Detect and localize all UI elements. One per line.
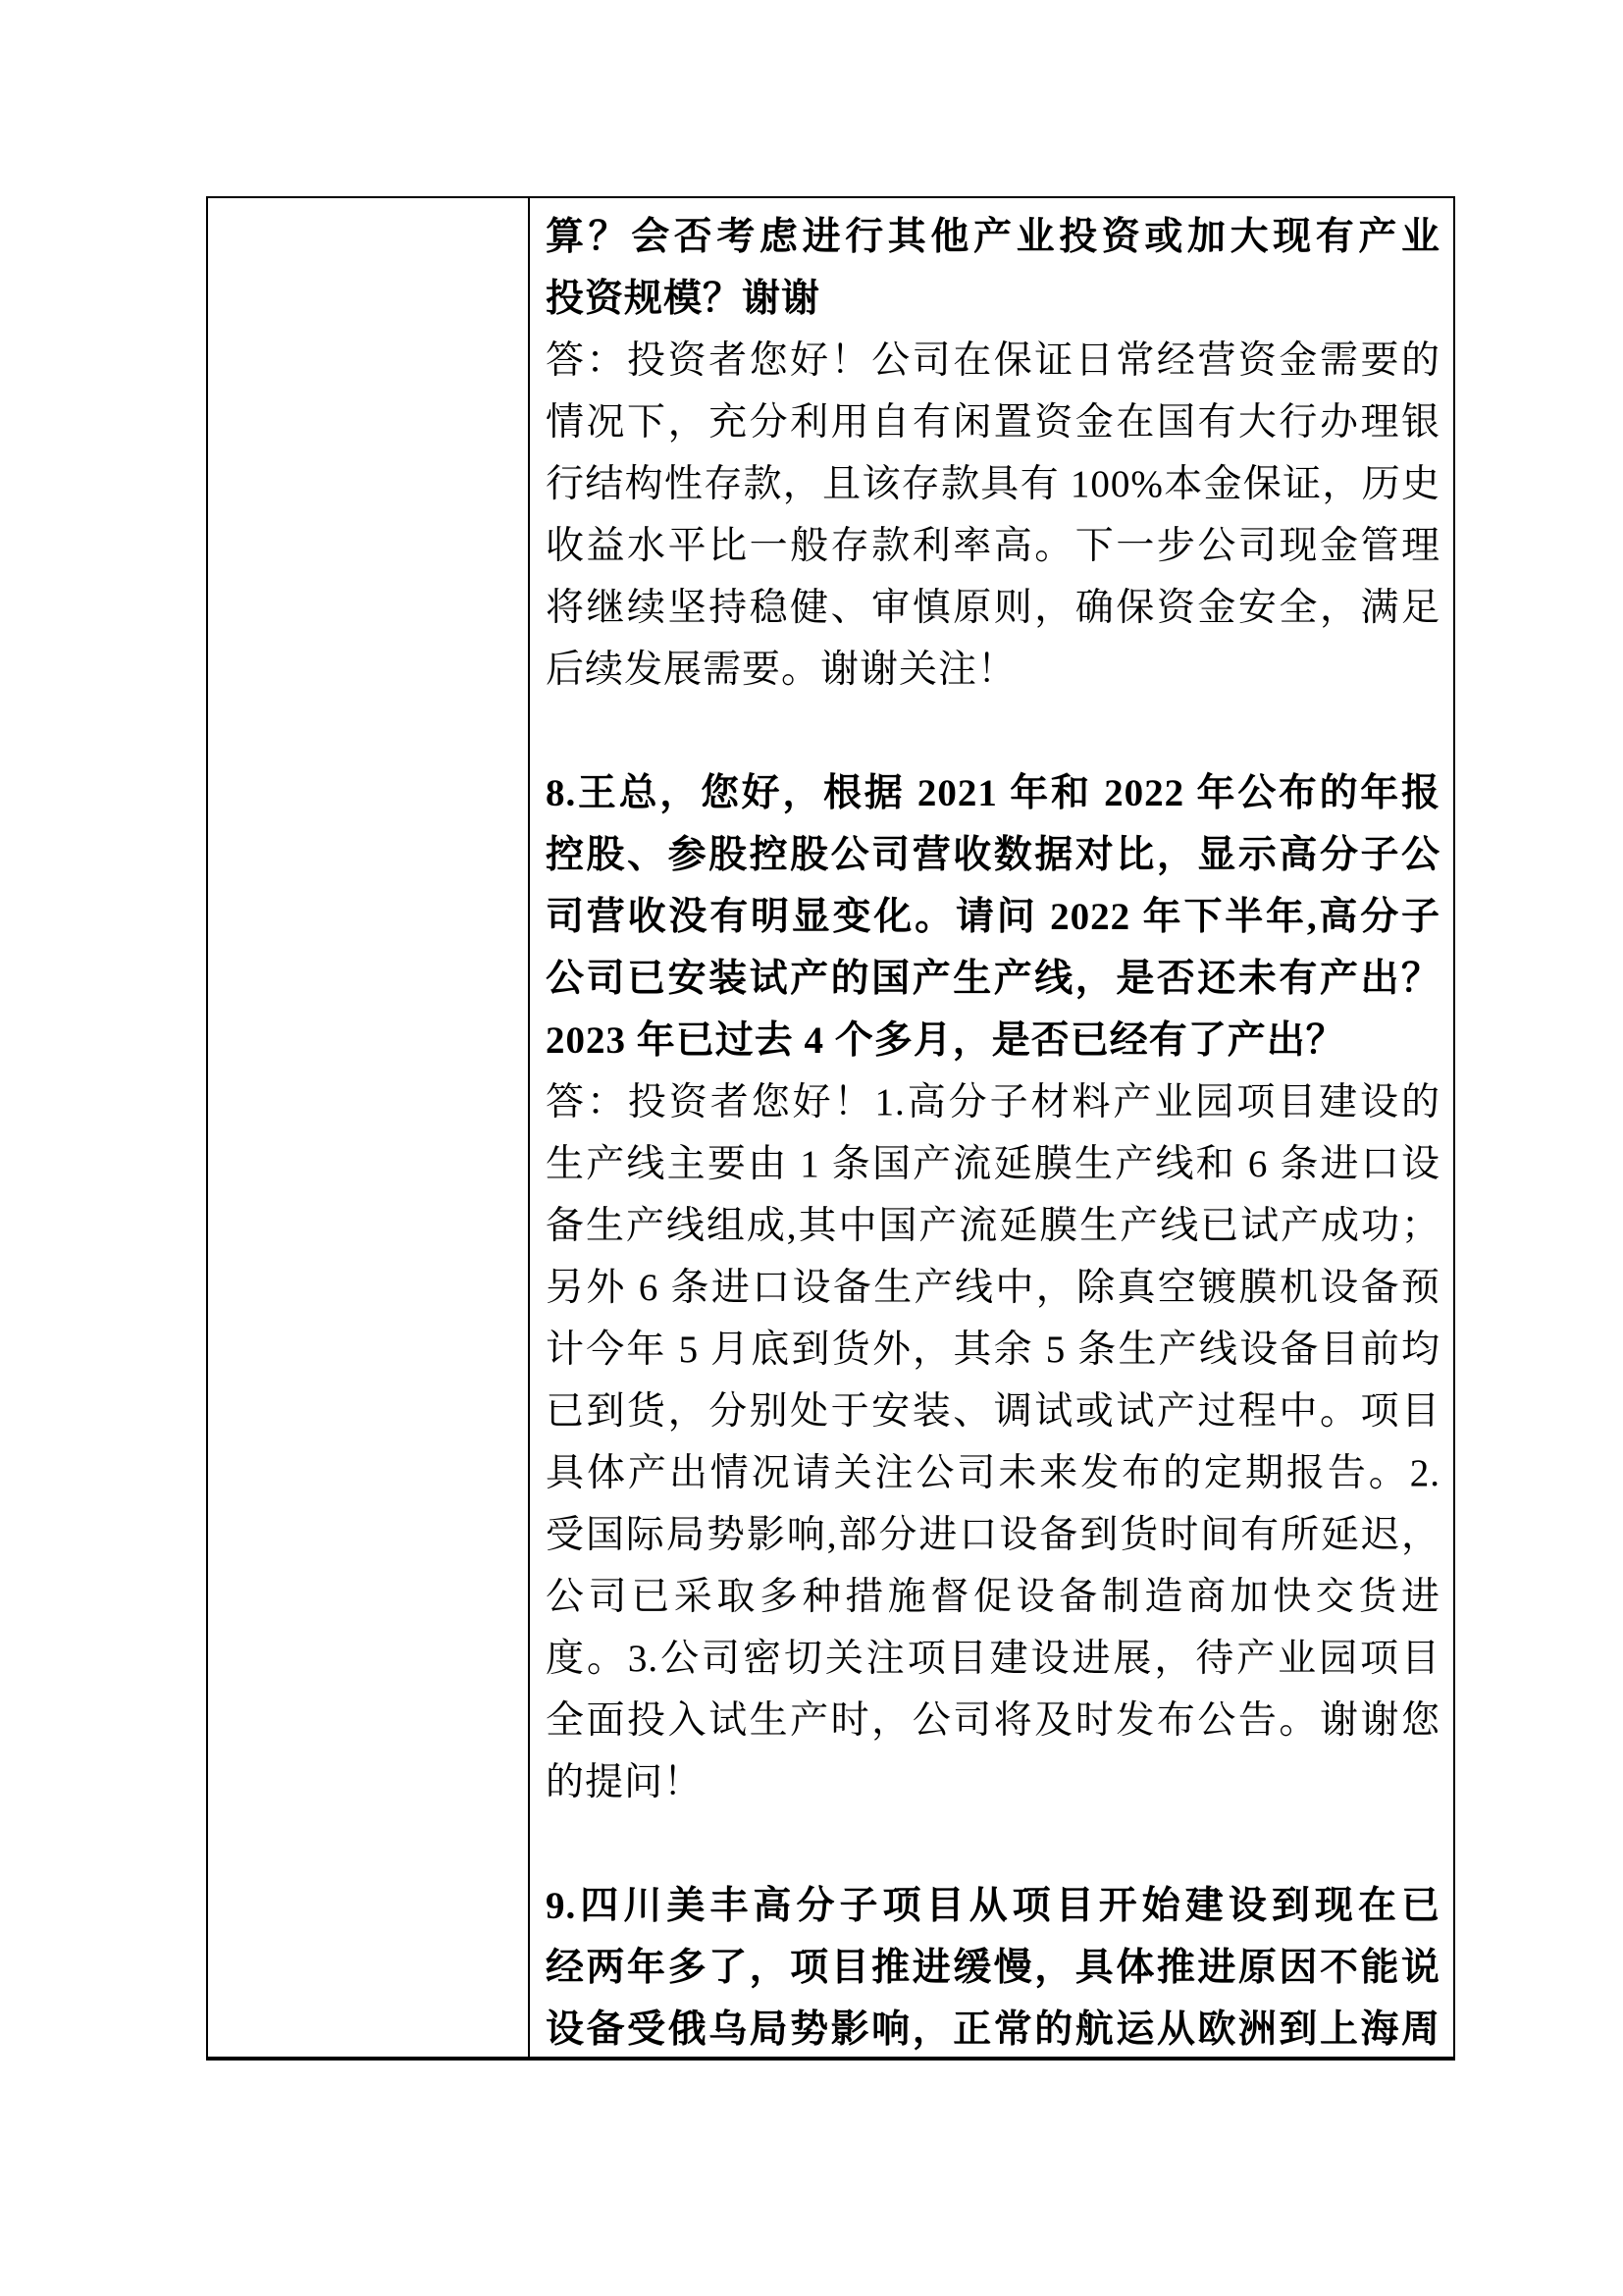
answer-line: 答：投资者您好！公司在保证日常经营资金需要的	[546, 339, 1440, 382]
answer-line: 度。3.公司密切关注项目建设进展，待产业园项目	[546, 1638, 1440, 1680]
answer-line: 公司已采取多种措施督促设备制造商加快交货进	[546, 1576, 1440, 1618]
answer-line: 具体产出情况请关注公司未来发布的定期报告。2.	[546, 1452, 1440, 1494]
answer-line: 的提问！	[546, 1761, 704, 1803]
question-line: 设备受俄乌局势影响，正常的航运从欧洲到上海周	[546, 2009, 1440, 2051]
answer-line: 情况下，充分利用自有闲置资金在国有大行办理银	[546, 401, 1440, 444]
answer-line: 备生产线组成,其中国产流延膜生产线已试产成功；	[546, 1205, 1440, 1247]
qa-table	[206, 196, 1455, 2061]
question-line: 经两年多了，项目推进缓慢，具体推进原因不能说	[546, 1947, 1440, 1989]
blank-line	[546, 1813, 1440, 1875]
question-line: 投资规模？谢谢	[546, 278, 821, 320]
answer-line: 受国际局势影响,部分进口设备到货时间有所延迟，	[546, 1514, 1440, 1556]
question-line: 控股、参股控股公司营收数据对比，显示高分子公	[546, 834, 1440, 876]
question-line: 2023 年已过去 4 个多月，是否已经有了产出？	[546, 1019, 1345, 1062]
answer-line: 行结构性存款，且该存款具有 100%本金保证，历史	[546, 463, 1440, 505]
answer-line: 后续发展需要。谢谢关注！	[546, 649, 1018, 691]
question-line: 公司已安装试产的国产生产线，是否还未有产出？	[546, 958, 1440, 1000]
question-line: 算？会否考虑进行其他产业投资或加大现有产业	[546, 216, 1440, 258]
blank-line	[546, 701, 1440, 762]
answer-line: 收益水平比一般存款利率高。下一步公司现金管理	[546, 525, 1440, 567]
question-line: 8.王总，您好，根据 2021 年和 2022 年公布的年报	[546, 772, 1440, 814]
question-line: 9.四川美丰高分子项目从项目开始建设到现在已	[546, 1885, 1440, 1927]
qa-content	[530, 198, 1453, 2057]
answer-line: 全面投入试生产时，公司将及时发布公告。谢谢您	[546, 1699, 1440, 1742]
answer-line: 已到货，分别处于安装、调试或试产过程中。项目	[546, 1390, 1440, 1433]
answer-line: 另外 6 条进口设备生产线中，除真空镀膜机设备预	[546, 1267, 1440, 1309]
answer-line: 计今年 5 月底到货外，其余 5 条生产线设备目前均	[546, 1329, 1440, 1371]
table-left-cell	[208, 198, 530, 2057]
question-line: 司营收没有明显变化。请问 2022 年下半年,高分子	[546, 896, 1440, 938]
answer-line: 答：投资者您好！1.高分子材料产业园项目建设的	[546, 1081, 1440, 1123]
answer-line: 将继续坚持稳健、审慎原则，确保资金安全，满足	[546, 587, 1440, 629]
answer-line: 生产线主要由 1 条国产流延膜生产线和 6 条进口设	[546, 1143, 1440, 1185]
